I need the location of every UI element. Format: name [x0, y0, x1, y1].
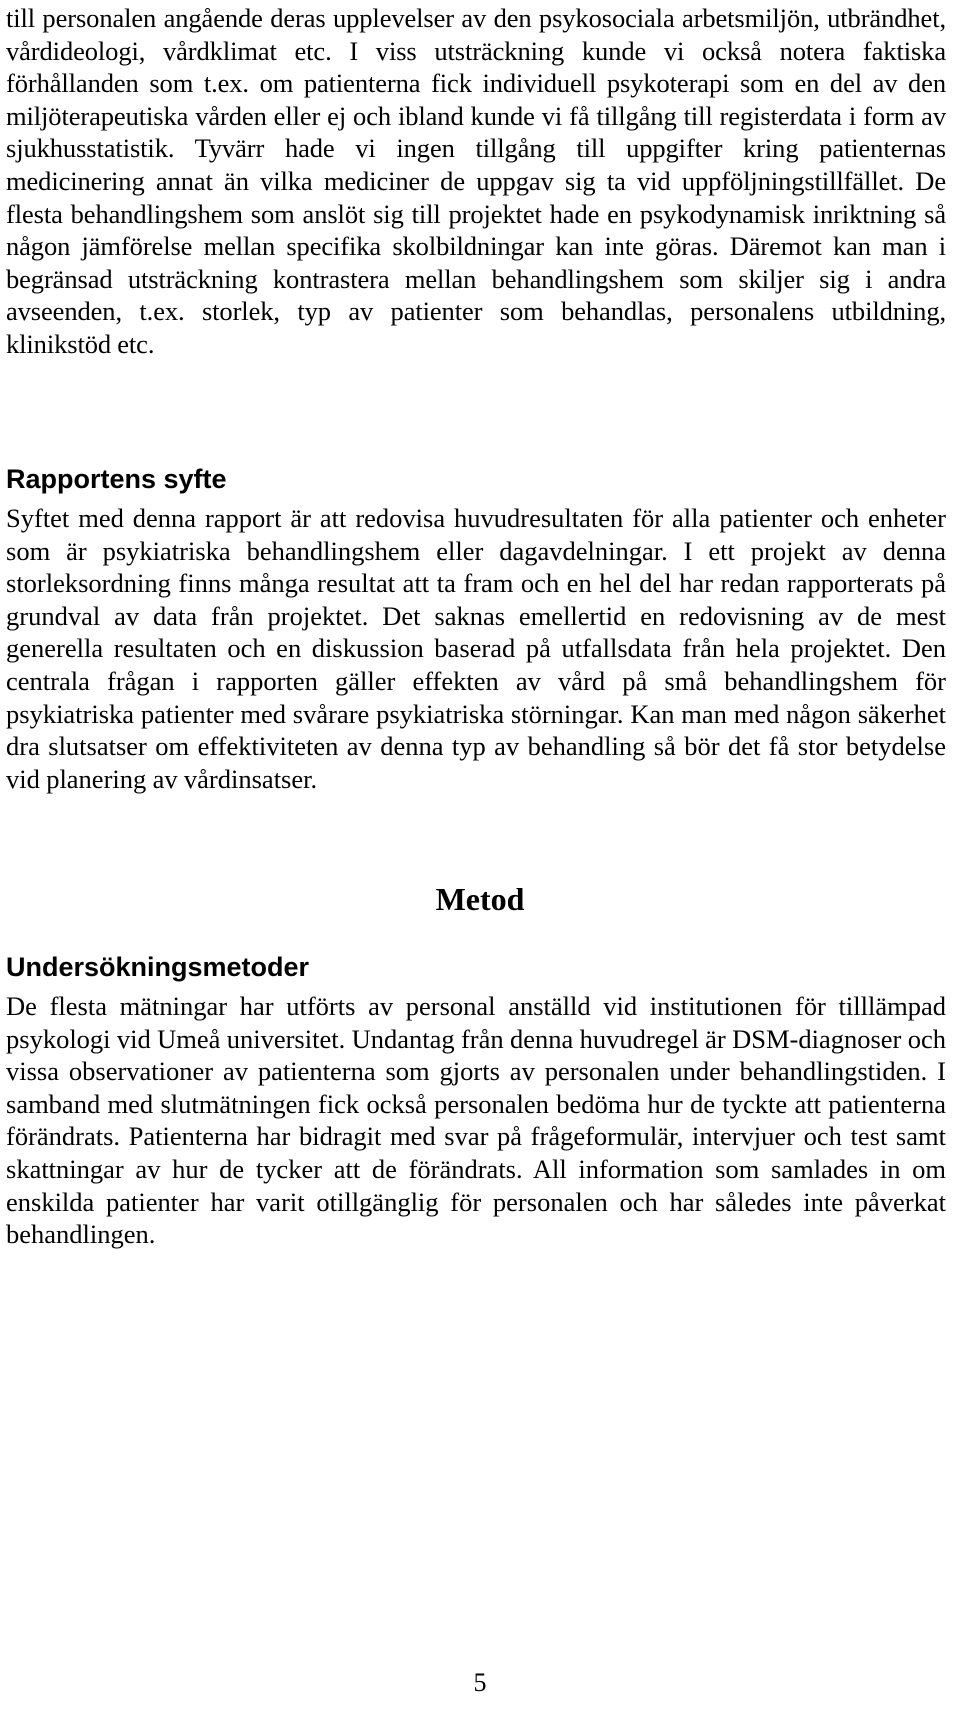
paragraph-undersokningsmetoder: De flesta mätningar har utförts av personal anställd vid institutionen för tilllämpad psykologi vid Umeå universitet. Undantag från denna huvudregel är DSM-diagnoser och vissa observationer av patienterna som gjorts av personalen under behandlingstiden. I samband med slutmätningen fick också personalen bedöma hur de tyckte att patienterna förändrats. Patienterna har bidragit med svar på frågeformulär, intervjuer och test samt skattningar av hur de tycker att de förändrats. All information som samlades in om enskilda patienter har varit otillgänglig för personalen och har således inte påverkat behandlingen. — [6, 991, 946, 1250]
heading-undersokningsmetoder: Undersökningsmetoder — [6, 952, 310, 982]
paragraph-rapportens-syfte: Syftet med denna rapport är att redovisa huvudresultaten för alla patienter och enheter som är psykiatriska behandlingshem eller dagavdelningar. I ett projekt av denna storleksordning finns många resultat att ta fram och en hel del har redan rapporterats på grundval av data från projektet. Det saknas emellertid en redovisning av de mest generella resultaten och en diskussion baserad på utfallsdata från hela projektet. Den centrala frågan i rapporten gäller effekten av vård på små behandlingshem för psykiatriska patienter med svårare psykiatriska störningar. Kan man med någon säkerhet dra slutsatser om effektiviteten av denna typ av behandling så bör det få stor betydelse vid planering av vårdinsatser. — [6, 503, 946, 794]
heading-rapportens-syfte: Rapportens syfte — [6, 464, 227, 494]
heading-metod: Metod — [435, 881, 525, 917]
paragraph-intro: till personalen angående deras upplevelser av den psykosociala arbetsmiljön, utbrändhet, vårdideologi, vårdklimat etc. I viss utsträckning kunde vi också notera faktiska förhållanden som t.ex. om patienterna fick individuell psykoterapi som en del av den miljöterapeutiska vården eller ej och ibland kunde vi få tillgång till registerdata i form av sjukhusstatistik. Tyvärr hade vi ingen tillgång till uppgifter kring patienternas medicinering annat än vilka mediciner de uppgav sig ta vid uppföljningstillfället. De flesta behandlingshem som anslöt sig till projektet hade en psykodynamisk inriktning så någon jämförelse mellan specifika skolbildningar kan inte göras. Däremot kan man i begränsad utsträckning kontrastera mellan behandlingshem som skiljer sig i andra avseenden, t.ex. storlek, typ av patienter som behandlas, personalens utbildning, klinikstöd etc. — [6, 3, 946, 359]
page-number: 5 — [473, 1668, 487, 1697]
